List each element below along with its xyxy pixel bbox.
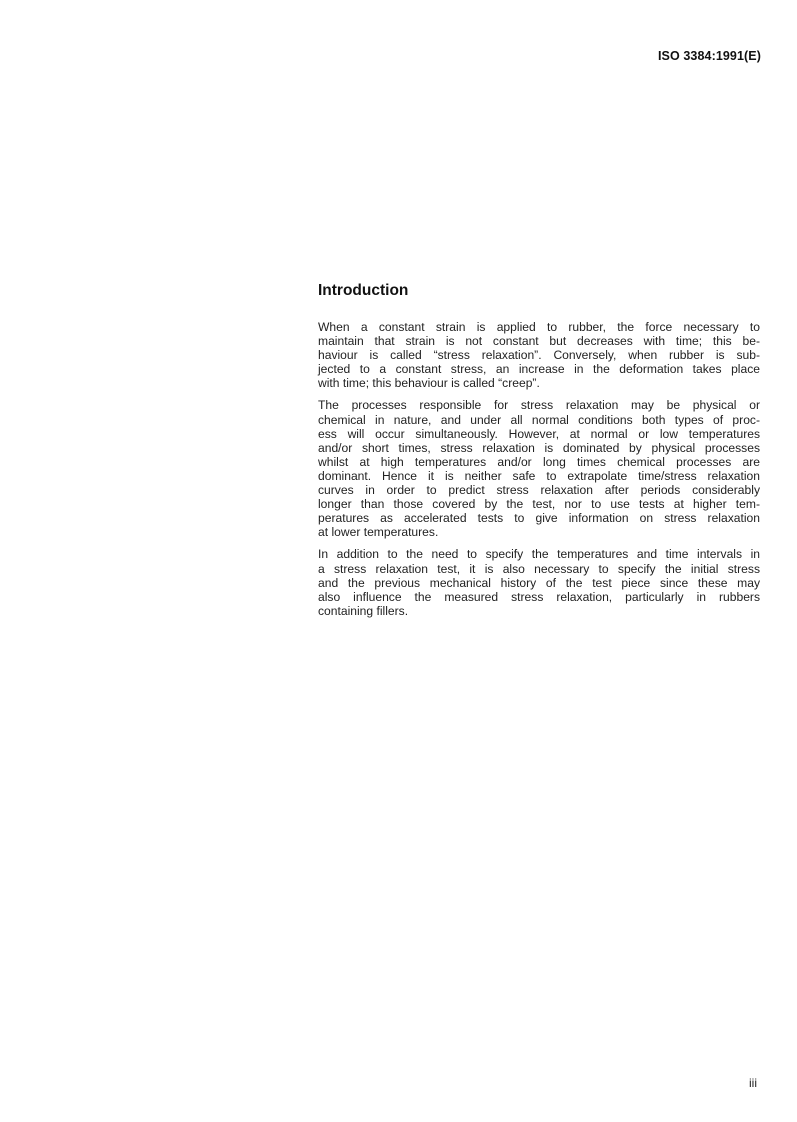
- text-line: a stress relaxation test, it is also necessary to specify the initial stress: [318, 561, 760, 576]
- document-code: ISO 3384:1991(E): [657, 49, 761, 63]
- text-line: and/or short times, stress relaxation is dominated by physical processes: [318, 440, 760, 455]
- text-line: In addition to the need to specify the temperatures and time intervals in: [318, 547, 760, 562]
- introduction-section: [318, 281, 760, 626]
- text-line: longer than those covered by the test, nor to use tests at higher tem-: [318, 497, 760, 512]
- text-line: ess will occur simultaneously. However, at normal or low temperatures: [318, 426, 760, 441]
- page-number: iii: [749, 1076, 757, 1090]
- text-line: When a constant strain is applied to rubber, the force necessary to: [318, 320, 760, 334]
- text-line: with time; this behaviour is called “creep”.: [318, 376, 540, 391]
- paragraph-2: [318, 398, 760, 539]
- text-line: haviour is called “stress relaxation”. Conversely, when rubber is sub-: [318, 348, 760, 363]
- text-line: and the previous mechanical history of the test piece since these may: [318, 575, 760, 590]
- text-line: jected to a constant stress, an increase in the deformation takes place: [318, 362, 760, 377]
- paragraph-3: [318, 547, 760, 617]
- text-line: dominant. Hence it is neither safe to extrapolate time/stress relaxation: [318, 468, 760, 483]
- text-line: chemical in nature, and under all normal conditions both types of proc-: [318, 412, 760, 427]
- text-line: also influence the measured stress relaxation, particularly in rubbers: [318, 589, 760, 604]
- paragraph-1: [318, 320, 760, 390]
- text-line: maintain that strain is not constant but decreases with time; this be-: [318, 334, 760, 349]
- text-line: containing fillers.: [318, 603, 409, 618]
- section-title: Introduction: [318, 282, 409, 299]
- text-line: whilst at high temperatures and/or long times chemical processes are: [318, 454, 760, 469]
- text-line: The processes responsible for stress relaxation may be physical or: [318, 398, 760, 413]
- text-line: curves in order to predict stress relaxation after periods considerably: [318, 483, 760, 498]
- text-line: at lower temperatures.: [318, 525, 439, 540]
- text-line: peratures as accelerated tests to give information on stress relaxation: [318, 511, 760, 526]
